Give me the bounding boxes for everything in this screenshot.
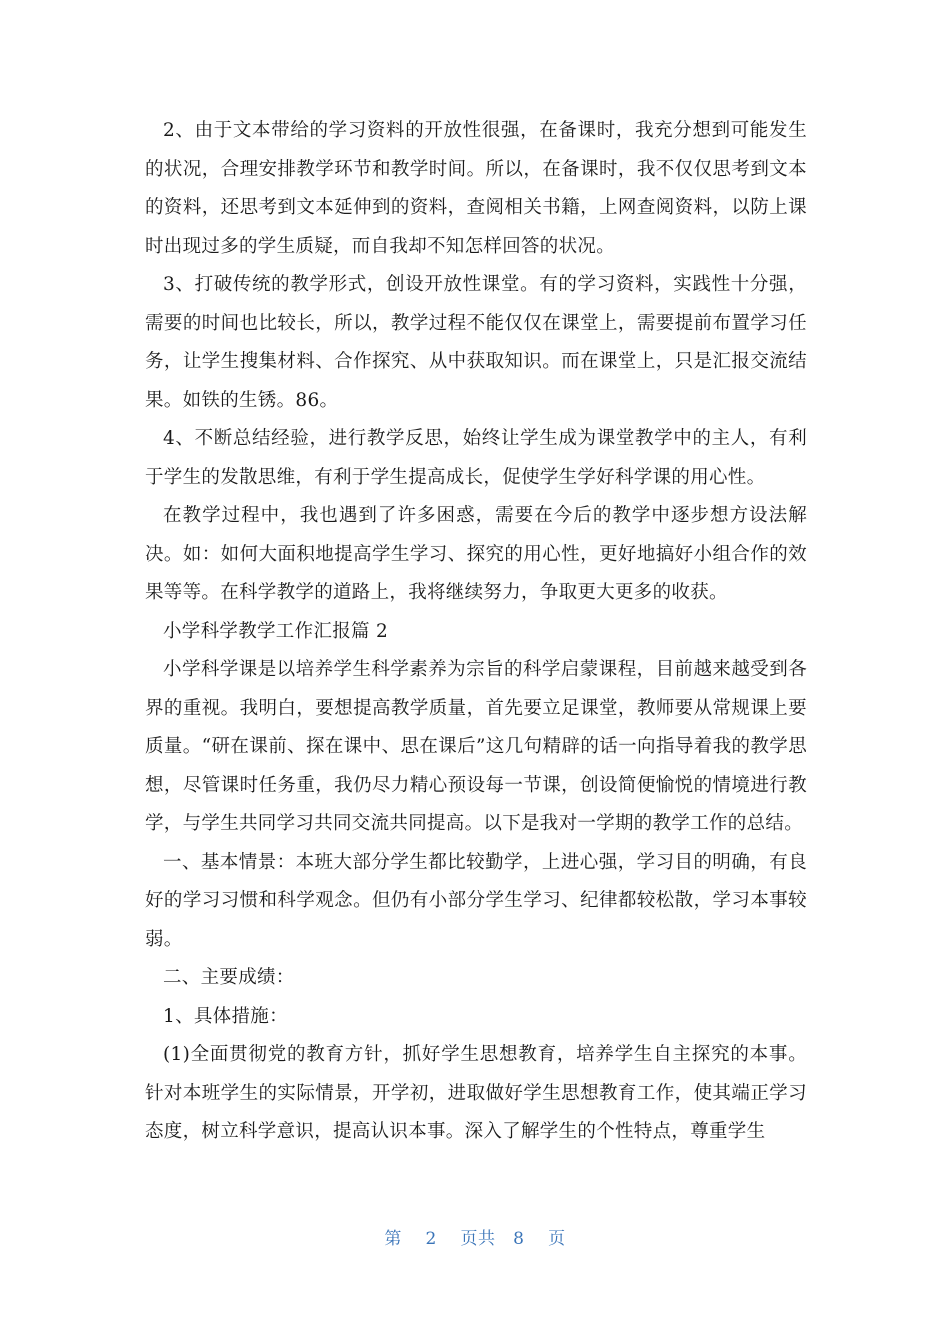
footer-prefix: 第 [384, 1229, 402, 1249]
page-footer [0, 1224, 950, 1249]
heading-main-achievements: 二、主要成绩： [163, 967, 295, 988]
footer-middle: 页共 [460, 1229, 496, 1249]
paragraph-3-open-classroom: 3、打破传统的教学形式，创设开放性课堂。有的学习资料，实践性十分强，需要的时间也比较长，所以，教学过程不能仅仅在课堂上，需要提前布置学习任务，让学生搜集材料、合作探究、从中获取知识。而在课堂上，只是汇报交流结果。如铁的生锈。86。 [145, 274, 807, 411]
footer-page-number: 2 [425, 1229, 437, 1249]
paragraph-intro: 小学科学课是以培养学生科学素养为宗旨的科学启蒙课程，目前越来越受到各界的重视。我明白，要想提高教学质量，首先要立足课堂，教师要从常规课上要质量。“研在课前、探在课中、思在课后”这几句精辟的话一向指导着我的教学思想，尽管课时任务重，我仍尽力精心预设每一节课，创设简便愉悦的情境进行教学，与学生共同学习共同交流共同提高。以下是我对一学期的教学工作的总结。 [145, 659, 807, 834]
paragraph-2-preparation: 2、由于文本带给的学习资料的开放性很强，在备课时，我充分想到可能发生的状况，合理安排教学环节和教学时间。所以，在备课时，我不仅仅思考到文本的资料，还思考到文本延伸到的资料，查阅相关书籍，上网查阅资料，以防上课时出现过多的学生质疑，而自我却不知怎样回答的状况。 [145, 120, 807, 257]
footer-suffix: 页 [548, 1229, 566, 1249]
paragraph-basic-situation: 一、基本情景：本班大部分学生都比较勤学，上进心强，学习目的明确，有良好的学习习惯和科学观念。但仍有小部分学生学习、纪律都较松散，学习本事较弱。 [145, 851, 807, 950]
heading-specific-measures: 1、具体措施： [163, 1005, 288, 1027]
paragraph-measure-1: (1)全面贯彻党的教育方针，抓好学生思想教育，培养学生自主探究的本事。针对本班学生的实际情景，开学初，进取做好学生思想教育工作，使其端正学习态度，树立科学意识，提高认识本事。深入了解学生的个性特点，尊重学生 [145, 1044, 807, 1142]
paragraph-difficulties: 在教学过程中，我也遇到了许多困惑，需要在今后的教学中逐步想方设法解决。如：如何大面积地提高学生学习、探究的用心性，更好地搞好小组合作的效果等等。在科学教学的道路上，我将继续努力，争取更大更多的收获。 [145, 505, 807, 603]
footer-total-pages: 8 [513, 1229, 525, 1249]
document-body [145, 112, 807, 1152]
section-title: 小学科学教学工作汇报篇 2 [163, 620, 389, 642]
paragraph-4-reflection: 4、不断总结经验，进行教学反思，始终让学生成为课堂教学中的主人，有利于学生的发散思维，有利于学生提高成长，促使学生学好科学课的用心性。 [145, 428, 807, 488]
